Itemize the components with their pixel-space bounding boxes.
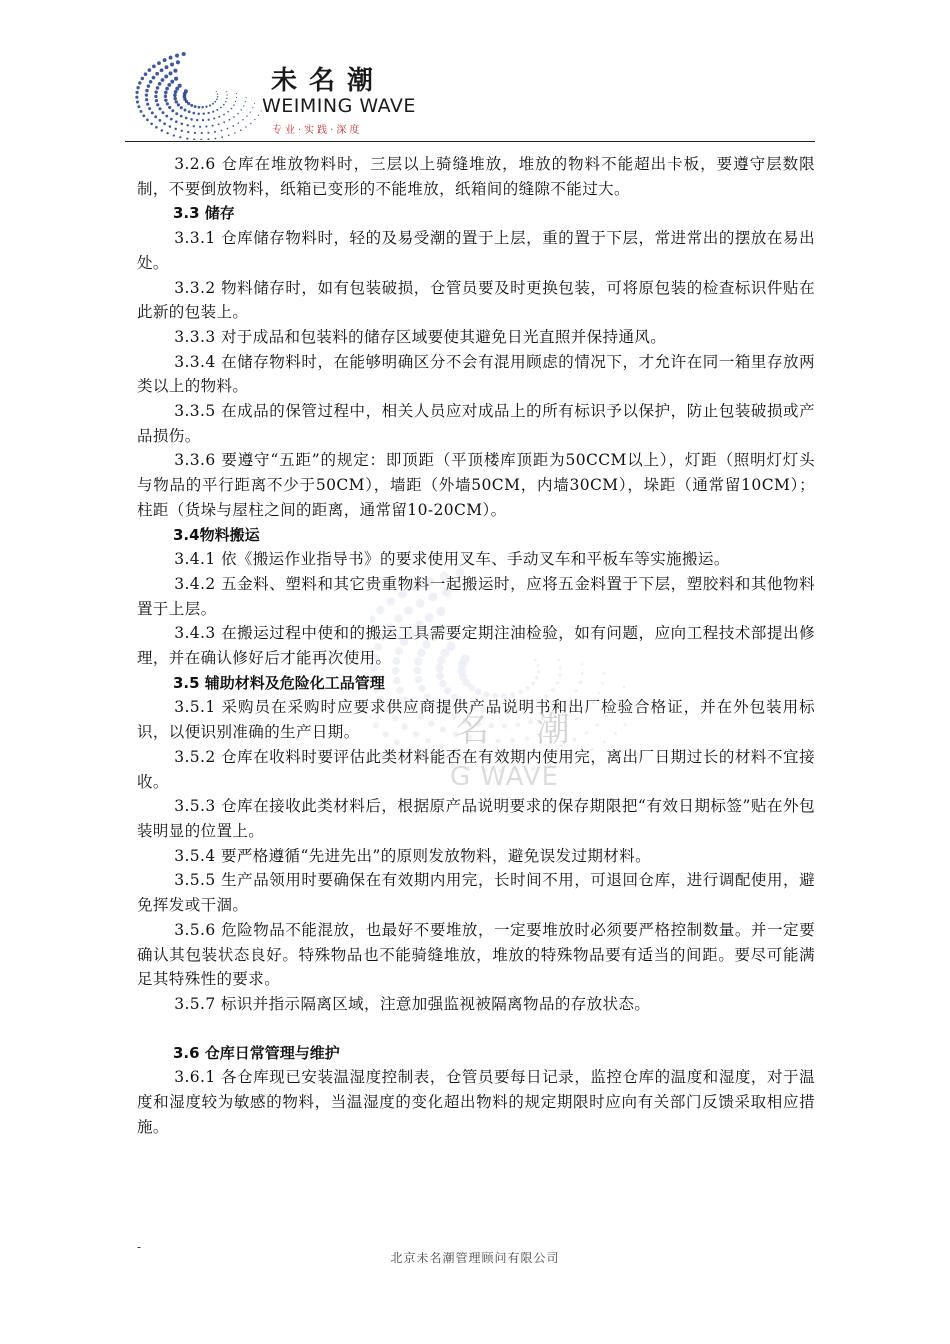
- logo-dot: [225, 101, 227, 103]
- logo-dot: [164, 91, 168, 95]
- logo-dot: [137, 105, 140, 108]
- logo-dot: [163, 122, 166, 125]
- logo-dot: [152, 76, 156, 80]
- logo-dot: [186, 124, 188, 126]
- logo-dot: [203, 113, 205, 115]
- logo-dot: [245, 126, 246, 127]
- section-heading: 3.3 储存: [173, 204, 235, 223]
- logo-dot: [147, 84, 150, 87]
- logo-dot: [138, 81, 141, 84]
- logo-dot: [169, 71, 173, 75]
- paragraph: 3.3.5 在成品的保管过程中，相关人员应对成品上的所有标识予以保护，防止包装破损或产品损伤。: [137, 402, 815, 445]
- paragraph: 3.5.3 仓库在接收此类材料后，根据原产品说明要求的保存期限把“有效日期标签”贴在外包装明显的位置上。: [137, 797, 815, 840]
- logo-dot: [186, 138, 188, 140]
- logo-dot: [207, 132, 209, 134]
- logo-dot: [254, 119, 255, 120]
- logo-dot: [245, 101, 246, 102]
- logo-dot: [184, 109, 187, 112]
- logo-dot: [258, 115, 259, 116]
- logo-dot: [190, 118, 193, 121]
- logo-dot: [217, 93, 218, 94]
- logo-dot: [254, 103, 255, 104]
- logo-dot: [209, 104, 211, 106]
- section-heading: 3.6 仓库日常管理与维护: [173, 1043, 340, 1062]
- logo-dot: [173, 69, 177, 73]
- logo-dot: [190, 104, 193, 107]
- logo-dot: [194, 105, 197, 108]
- paragraph: 3.5.1 采购员在采购时应要求供应商提供产品说明书和出厂检验合格证，并在外包装用标识，以便识别准确的生产日期。: [137, 698, 815, 742]
- logo-dot: [180, 106, 183, 109]
- logo-dot: [202, 119, 204, 121]
- logo-dot: [207, 138, 209, 140]
- logo-dot: [173, 134, 175, 136]
- logo-dot: [154, 90, 157, 93]
- logo-dot: [196, 119, 198, 121]
- paragraph: 3.3.6 要遵守“五距”的规定：即顶距（平顶楼库顶距为50CCM以上），灯距（照明灯灯头与物品的平行距离不少于50CM），墙距（外墙50CM，内墙30CM），垛距（通常留10CM）；柱距（货垛与屋柱之间的距离，通常留10-20CM）。: [137, 451, 815, 519]
- logo-dot: [240, 129, 242, 131]
- footer-company: 北京未名潮管理顾问有限公司: [390, 1251, 560, 1265]
- logo-dot: [136, 86, 139, 89]
- watermark-text-cn: 名 潮: [455, 710, 588, 750]
- logo-dot: [226, 91, 227, 92]
- logo-dot: [158, 107, 161, 110]
- logo-dot: [175, 100, 178, 103]
- paragraph: 3.5.5 生产品领用时要确保在有效期内用完，长时间不用，可退回仓库，进行调配使用，避免挥发或干涸。: [137, 871, 815, 915]
- logo-dot: [163, 58, 167, 62]
- logo-dot: [226, 94, 227, 95]
- paragraph: 3.3.3 对于成品和包装料的储存区域要使其避免日光直照并保持通风。: [174, 327, 667, 346]
- logo-dot: [174, 90, 178, 94]
- logo-dot: [229, 119, 231, 121]
- logo-dot: [234, 132, 236, 134]
- paragraph: 3.3.1 仓库储存物料时，轻的及易受潮的置于上层，重的置于下层，常进常出的摆放在易出处。: [137, 229, 815, 272]
- logo-dot: [223, 114, 225, 116]
- logo-dot: [235, 101, 236, 102]
- brand-name-cn: 未名潮: [271, 66, 386, 96]
- logo-dot: [145, 89, 148, 92]
- paragraph: 3.5.4 要严格遵循“先进先出”的原则发放物料，避免误发过期材料。: [174, 846, 652, 865]
- logo-dot: [156, 103, 159, 106]
- logo-dot: [231, 108, 233, 110]
- logo-dot: [175, 54, 179, 58]
- logo-dot: [173, 93, 177, 97]
- logo-dot: [212, 111, 214, 113]
- logo-dot: [236, 93, 237, 94]
- logo-dot: [156, 86, 160, 90]
- logo-dot: [155, 126, 158, 129]
- paragraph: 3.6.1 各仓库现已安装温湿度控制表，仓管员要每日记录，监控仓库的温度和湿度，对于温度和湿度较为敏感的物料，当温湿度的变化超出物料的规定期限时应向有关部门反馈采取相应措施。: [137, 1068, 815, 1136]
- logo-dot: [165, 87, 169, 91]
- paragraph: 3.4.1 依《搬运作业指导书》的要求使用叉车、手动叉车和平板车等实施搬运。: [174, 550, 730, 569]
- watermark-text-en: G WAVE: [450, 762, 560, 792]
- spacer: [137, 1017, 815, 1041]
- logo-dot: [165, 65, 169, 69]
- logo-dot: [157, 61, 161, 65]
- logo-dot: [233, 104, 234, 105]
- logo-dot: [167, 83, 171, 87]
- logo-dot: [212, 125, 214, 127]
- logo-dot: [223, 104, 225, 106]
- logo-dot: [166, 102, 169, 105]
- section-heading: 3.5 辅助材料及危险化工品管理: [173, 673, 385, 692]
- logo-dot: [218, 116, 220, 118]
- logo-dot: [146, 119, 149, 122]
- logo-dot: [201, 132, 203, 134]
- logo-dot: [181, 123, 184, 126]
- logo-dot: [223, 121, 225, 123]
- logo-dot: [170, 118, 173, 121]
- logo-dot: [164, 95, 167, 98]
- logo-dot: [179, 136, 181, 138]
- logo-dot: [135, 91, 138, 94]
- logo-dot: [238, 122, 240, 124]
- logo-dot: [148, 68, 152, 72]
- logo-dot: [175, 112, 178, 115]
- logo-dot: [192, 112, 195, 115]
- logo-dot: [227, 128, 229, 130]
- logo-dot: [246, 115, 247, 116]
- logo-dot: [220, 130, 222, 132]
- logo-dot: [181, 130, 183, 132]
- brand-tagline: 专业·实践·深度: [272, 125, 363, 136]
- logo-dot: [145, 98, 148, 101]
- logo-dot: [171, 109, 174, 112]
- logo-dot: [214, 138, 216, 140]
- header-divider: [125, 141, 815, 142]
- logo-dot: [155, 99, 158, 102]
- logo-dot: [197, 112, 200, 115]
- logo-dot: [162, 111, 165, 114]
- logo-dot: [177, 103, 180, 106]
- logo-dot: [187, 131, 189, 133]
- logo-dot: [212, 103, 214, 105]
- logo-dot: [164, 99, 167, 102]
- paragraph: 3.4.2 五金料、塑料和其它贵重物料一起搬运时，应将五金料置于下层，塑胶料和其他物料置于上层。: [137, 574, 815, 618]
- logo-dot: [236, 97, 237, 98]
- logo-dot: [226, 98, 227, 99]
- logo-dot: [221, 136, 223, 138]
- logo-dot: [233, 116, 235, 118]
- logo-dot: [252, 107, 253, 108]
- logo-dot: [193, 125, 195, 127]
- logo-dot: [199, 126, 201, 128]
- logo-dot: [220, 107, 222, 109]
- logo-dot: [161, 78, 165, 82]
- wave-logo-icon: [133, 48, 263, 140]
- logo-dot: [174, 77, 178, 81]
- logo-dot: [228, 134, 230, 136]
- logo-dot: [218, 123, 220, 125]
- logo-dot: [135, 96, 138, 99]
- paragraph: 3.2.6 仓库在堆放物料时，三层以上骑缝堆放，堆放的物料不能超出卡板，要遵守层数限制，不要倒放物料，纸箱已变形的不能堆放，纸箱间的缝隙不能过大。: [137, 155, 815, 198]
- logo-dot: [208, 119, 210, 121]
- logo-dot: [141, 77, 144, 80]
- footer-dash: -: [137, 1240, 142, 1254]
- logo-dot: [242, 119, 243, 120]
- logo-dot: [170, 62, 174, 66]
- logo-dot: [180, 115, 183, 118]
- logo-dot: [214, 131, 216, 133]
- paragraph: 3.5.7 标识并指示隔离区域，注意加强监视被隔离物品的存放状态。: [174, 994, 651, 1013]
- logo-dot: [175, 120, 178, 123]
- logo-dot: [185, 117, 188, 120]
- logo-dot: [150, 122, 153, 125]
- logo-dot: [169, 56, 173, 60]
- logo-dot: [193, 138, 195, 140]
- logo-dot: [166, 132, 168, 134]
- paragraph: 3.4.3 在搬运过程中使和的搬运工具需要定期注油检验，如有问题，应向工程技术部提出修理，并在确认修好后才能再次使用。: [137, 624, 815, 668]
- document-body: [137, 152, 815, 1139]
- logo-dot: [182, 52, 186, 56]
- logo-dot: [205, 106, 207, 108]
- logo-dot: [205, 125, 207, 127]
- logo-dot: [198, 106, 201, 109]
- paragraph: 3.5.2 仓库在收料时要评估此类材料能否在有效期内使用完，离出厂日期过长的材料不宜接收。: [137, 747, 815, 791]
- logo-dot: [142, 114, 145, 117]
- logo-dot: [169, 125, 172, 128]
- logo-dot: [216, 109, 218, 111]
- logo-dot: [237, 113, 239, 115]
- logo-dot: [232, 125, 234, 127]
- logo-dot: [140, 110, 143, 113]
- logo-dot: [144, 72, 148, 76]
- logo-dot: [227, 111, 229, 113]
- logo-dot: [184, 89, 188, 93]
- logo-dot: [214, 101, 216, 103]
- logo-dot: [201, 106, 203, 108]
- logo-dot: [246, 97, 247, 98]
- logo-dot: [161, 129, 164, 132]
- logo-dot: [151, 111, 154, 114]
- logo-dot: [216, 98, 218, 100]
- paragraph: 3.3.2 物料储存时，如有包装破损，仓管员要及时更换包装，可将原包装的检查标识件贴在此新的包装上。: [137, 278, 815, 322]
- logo-dot: [160, 68, 164, 72]
- logo-dot: [173, 97, 176, 100]
- logo-dot: [188, 110, 191, 113]
- logo-dot: [178, 84, 182, 88]
- logo-dot: [217, 96, 218, 97]
- logo-dot: [159, 119, 162, 122]
- paragraph: 3.5.6 危险物品不能混放，也最好不要堆放，一定要堆放时必须要严格控制数量。并一定要确认其包装状态良好。特殊物品也不能骑缝堆放，堆放的特殊物品要有适当的间距。要尽可能满足其特殊性的要求。: [137, 920, 815, 989]
- logo-dot: [250, 123, 251, 124]
- logo-dot: [174, 128, 176, 130]
- page-header: [125, 40, 815, 142]
- logo-dot: [194, 132, 196, 134]
- logo-dot: [145, 93, 148, 96]
- logo-dot: [158, 82, 162, 86]
- logo-dot: [207, 112, 209, 114]
- brand-name-en: WEIMING WAVE: [262, 95, 416, 117]
- logo-dot: [136, 100, 139, 103]
- logo-dot: [176, 60, 180, 64]
- logo-dot: [168, 106, 171, 109]
- paragraph: 3.3.4 在储存物料时，在能够明确区分不会有混用顾虑的情况下，才允许在同一箱里存放两类以上的物料。: [137, 352, 815, 396]
- logo-dot: [154, 95, 157, 98]
- logo-dot: [164, 75, 168, 79]
- logo-dot: [213, 117, 215, 119]
- logo-dot: [243, 105, 244, 106]
- logo-dot: [152, 65, 156, 69]
- logo-dot: [250, 111, 251, 112]
- section-heading: 3.4物料搬运: [173, 525, 260, 544]
- logo-dot: [170, 80, 174, 84]
- logo-dot: [240, 109, 241, 110]
- logo-dot: [154, 115, 157, 118]
- logo-dot: [149, 80, 153, 84]
- logo-dot: [216, 91, 217, 92]
- logo-dot: [146, 103, 149, 106]
- logo-dot: [200, 139, 202, 140]
- logo-dot: [155, 72, 159, 76]
- logo-dot: [165, 115, 168, 118]
- logo-dot: [148, 107, 151, 110]
